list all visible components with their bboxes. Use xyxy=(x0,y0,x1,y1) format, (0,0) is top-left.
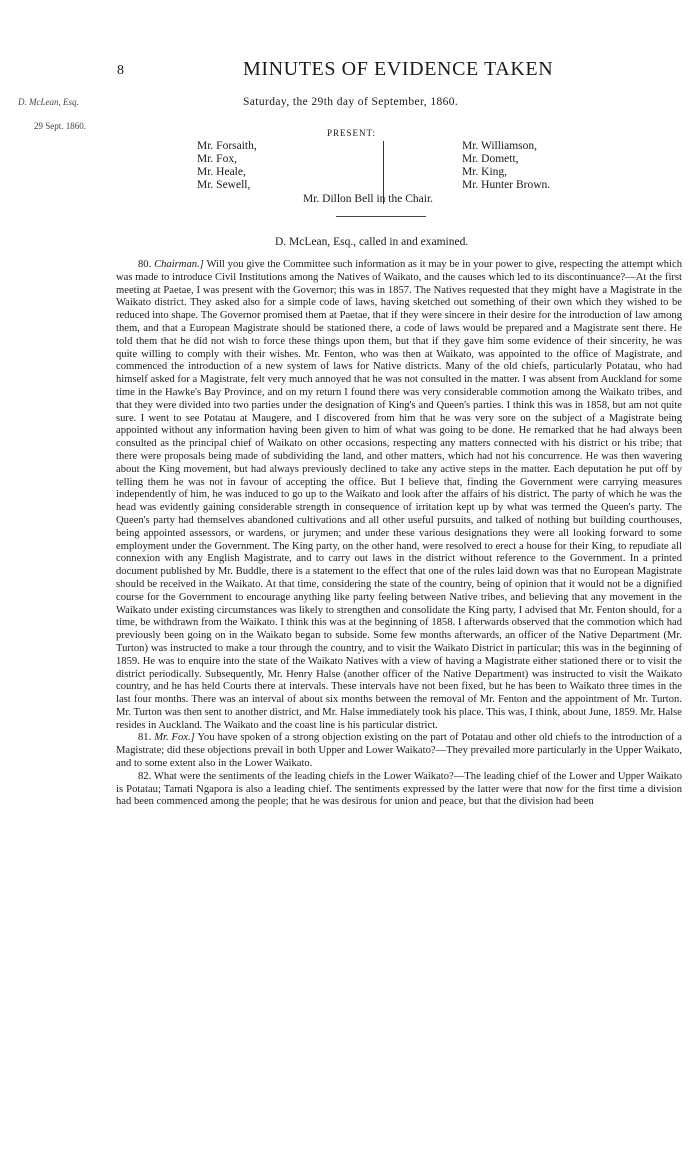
speaker: Mr. Fox.] xyxy=(154,732,195,744)
evidence-paragraph xyxy=(116,259,682,732)
evidence-paragraph xyxy=(116,732,682,770)
member-left: Mr. Fox, xyxy=(197,153,237,165)
present-heading: PRESENT: xyxy=(327,128,377,138)
margin-note-date: 29 Sept. 1860. xyxy=(34,121,87,131)
member-left: Mr. Sewell, xyxy=(197,179,251,191)
member-left: Mr. Heale, xyxy=(197,166,246,178)
question-number: 82. xyxy=(138,770,152,782)
question-number: 80. xyxy=(138,259,152,270)
paragraph-text: You have spoken of a strong objection existing on the part of Potatau and other old chiefs to the introduction of a Magistrate; did these objections prevail in both Upper and Lower Waikato?—They prevailed more particularly in the Upper Waikato, and to some extent also in the Lower Waikato. xyxy=(116,732,682,770)
page-number: 8 xyxy=(117,63,124,78)
section-rule xyxy=(336,216,426,217)
chair-line: Mr. Dillon Bell in the Chair. xyxy=(303,193,434,205)
question-number: 81. xyxy=(138,732,152,744)
evidence-paragraph xyxy=(116,771,682,809)
member-right: Mr. Hunter Brown. xyxy=(462,179,551,191)
member-right: Mr. Williamson, xyxy=(462,140,538,152)
witness-line: D. McLean, Esq., called in and examined. xyxy=(275,236,469,248)
page-title: MINUTES OF EVIDENCE TAKEN xyxy=(243,58,554,80)
paragraph-text: What were the sentiments of the leading chiefs in the Lower Waikato?—The leading chief of the Lower and Upper Waikato is Potatau; Tamati Ngapora is also a leading chief. The sentiments expressed by the latter were that now for the first time a division had been commenced among the people; that he was desirous for union and peace, but that the division had been xyxy=(116,770,682,808)
paragraph-text: Will you give the Committee such information as it may be in your power to give, respecting the attempt which was made to introduce Civil Institutions among the Natives of Waikato, and the causes which led to its discontinuance?—At the first meeting at Paetae, I was present with the Governor; this was in 1857. The Natives requested that they might have a Magistrate in the Waikato district. They asked also for a simple code of laws, having sketched out something of their own which they wished to be reduced into shape. The Governor promised them at Paetae, that if they were sincere in their desire for the introduction of law among them, and that a European Magistrate should be stationed there, a code of laws would be prepared and a Magistrate sent there. He told them that he did not wish to force these things upon them, but that if they gave him some evidence of their sincerity, he was quite willing to comply with their wishes. Mr. Fenton, who was then at Waikato, was appointed to the office of Magistrate, and commenced the introduction of a new system of laws for Native districts. Many of the old chiefs, particularly Potatau, who had himself asked for a Magistrate, felt very much annoyed that he was not consulted in the matter. I was absent from Auckland for some time in the Hawke's Bay Province, and on my return I found there was very considerable commotion among the Waikato tribes, and that they were divided into two parties under the designation of King's and Queen's parties. I think this was in 1858, but am not quite sure. I went to see Potatau at Maugere, and I discovered from him that he was very sore on the subject of a Magistrate being appointed without any information having been given to him of what was going to be done. He remarked that he had always been consulted as the principal chief of Waikato on other occasions, respecting any matters connected with his district or his tribe; that there were proposals being made of subdividing the land, and other matters, which had not his concurrence. He was then wavering about the King movement, but had always previously declined to take any active steps in the matter. Each deputation he put off by telling them he was not in favour of accepting the office. But I believe that, finding the Government were carrying measures independently of him, he was induced to go up to the Waikato and look after the affairs of his district. The party of which he was the head was evidently gaining considerable strength in consequence of irritation kept up by what was termed the Queen's party. The Queen's party had themselves abandoned cultivations and all other useful pursuits, and talked of nothing but building courthouses, being appointed assessors, or wardens, or jurymen; and under these various designations they were all looking forward to some employment under the Government. The King party, on the other hand, were resolved to erect a house for their King, to repudiate all connexion with any English Magistrate, and to carry out laws in the district without reference to the Government. In a printed document published by Mr. Buddle, there is a statement to the effect that one of the rules laid down was that no European Magistrate should be received in the Waikato. At that time, considering the state of the country, being of opinion that it would not be a dignified course for the Government to encourage anything like party feeling between Native tribes, and believing that any movement in the Waikato under existing circumstances was likely to strengthen and consolidate the King party, I advised that Mr. Fenton should, for a time, be withdrawn from the Waikato. I think this was at the beginning of 1858. I afterwards observed that the commotion which had previously been going on in the Waikato began to subside. Some few months afterwards, an officer of the Native Department (Mr. Turton) was instructed to make a tour through the country, and to visit the Waikato District in particular; this was in the beginning of 1859. He was to enquire into the state of the Waikato Natives with a view of having a Magistrate either stationed there or to visit the district periodically. Subsequently, Mr. Henry Halse (another officer of the Native Department) was instructed to visit the Waikato country, and he has held Courts there at intervals. These intervals have not been fixed, but he has been to Waikato three times in the last four months. There was an interval of about six months between the removal of Mr. Fenton and the appointment of Mr. Turton. Mr. Turton was then sent to another district, and Mr. Halse immediately took his place. This was, I think, about June, 1859. Mr. Halse resides in Auckland. The Waikato and the coast line is his particular district. xyxy=(116,259,683,731)
session-date: Saturday, the 29th day of September, 1860. xyxy=(243,96,459,108)
evidence-body xyxy=(116,259,682,809)
speaker: Chairman.] xyxy=(154,259,204,270)
member-right: Mr. Domett, xyxy=(462,153,519,165)
margin-note-name: D. McLean, Esq. xyxy=(18,97,79,107)
member-right: Mr. King, xyxy=(462,166,508,178)
member-left: Mr. Forsaith, xyxy=(197,140,257,152)
